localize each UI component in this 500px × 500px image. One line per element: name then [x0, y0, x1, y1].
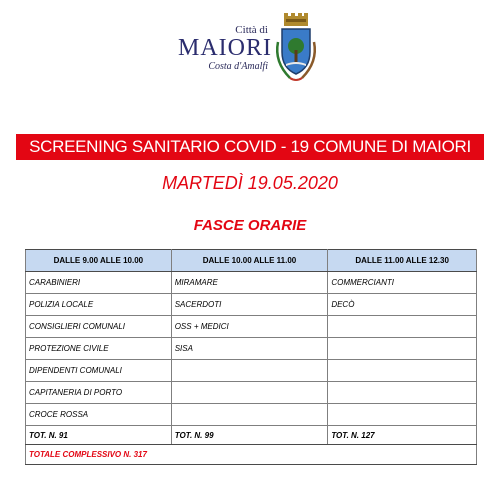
table-cell: CARABINIERI — [26, 272, 172, 294]
total-cell: TOT. N. 91 — [26, 426, 172, 445]
table-row — [26, 316, 477, 338]
table-cell: DIPENDENTI COMUNALI — [26, 360, 172, 382]
table-row — [26, 382, 477, 404]
total-cell: TOT. N. 127 — [328, 426, 477, 445]
column-header: DALLE 11.00 ALLE 12.30 — [328, 250, 477, 272]
grand-total-row — [26, 445, 477, 465]
city-prefix: Città di — [235, 24, 268, 36]
table-cell — [328, 316, 477, 338]
coat-of-arms-icon — [272, 12, 320, 84]
city-subtitle: Costa d'Amalfi — [208, 61, 268, 72]
table-cell: MIRAMARE — [171, 272, 328, 294]
table-cell: CONSIGLIERI COMUNALI — [26, 316, 172, 338]
section-title: FASCE ORARIE — [193, 217, 307, 234]
table-cell: COMMERCIANTI — [328, 272, 477, 294]
table-cell: PROTEZIONE CIVILE — [26, 338, 172, 360]
table-cell — [328, 382, 477, 404]
city-logo-text — [178, 24, 272, 73]
grand-total-cell: TOTALE COMPLESSIVO N. 317 — [26, 445, 477, 465]
table-cell — [328, 360, 477, 382]
column-header: DALLE 10.00 ALLE 11.00 — [171, 250, 328, 272]
event-date: MARTEDÌ 19.05.2020 — [162, 173, 338, 193]
table-cell — [171, 404, 328, 426]
table-cell: POLIZIA LOCALE — [26, 294, 172, 316]
table-row — [26, 338, 477, 360]
column-header: DALLE 9.00 ALLE 10.00 — [26, 250, 172, 272]
table-cell — [328, 404, 477, 426]
table-header-row — [26, 250, 477, 272]
table-cell: OSS + MEDICI — [171, 316, 328, 338]
table-cell — [171, 360, 328, 382]
table-cell: DECÒ — [328, 294, 477, 316]
table-cell — [328, 338, 477, 360]
table-cell — [171, 382, 328, 404]
schedule-table — [25, 249, 477, 465]
table-cell: SISA — [171, 338, 328, 360]
table-cell: CROCE ROSSA — [26, 404, 172, 426]
table-row — [26, 272, 477, 294]
totals-row — [26, 426, 477, 445]
total-cell: TOT. N. 99 — [171, 426, 328, 445]
table-cell: CAPITANERIA DI PORTO — [26, 382, 172, 404]
table-row — [26, 294, 477, 316]
table-cell: SACERDOTI — [171, 294, 328, 316]
table-row — [26, 360, 477, 382]
table-row — [26, 404, 477, 426]
title-banner: SCREENING SANITARIO COVID - 19 COMUNE DI MAIORI — [16, 134, 484, 160]
city-name: MAIORI — [178, 35, 272, 61]
